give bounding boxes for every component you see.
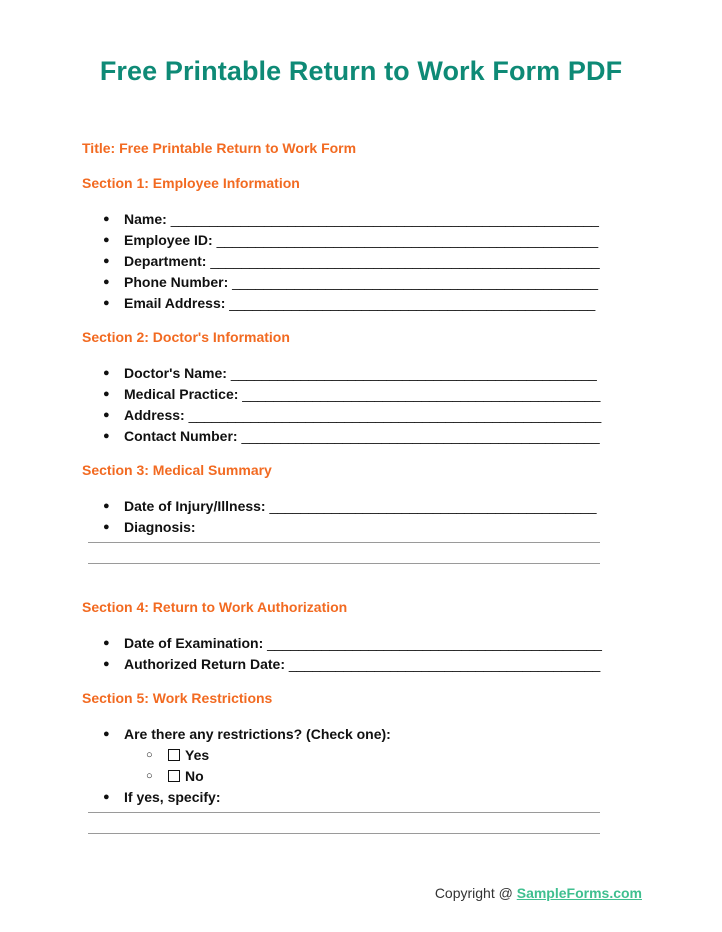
fill-line[interactable]: ___________________________________________	[267, 635, 602, 651]
field-phone-number[interactable]	[82, 272, 642, 293]
field-label: Date of Injury/Illness:	[124, 498, 266, 514]
form-body	[82, 139, 642, 868]
field-address[interactable]	[82, 405, 642, 426]
field-label: Authorized Return Date:	[124, 656, 285, 672]
field-label: If yes, specify:	[124, 789, 221, 805]
field-label: Employee ID:	[124, 232, 213, 248]
field-doctors-name[interactable]	[82, 363, 642, 384]
fill-line[interactable]: _______________________________________________	[232, 274, 599, 290]
field-label: Department:	[124, 253, 207, 269]
fill-line[interactable]: _______________________________________________	[229, 295, 596, 311]
field-label: Email Address:	[124, 295, 226, 311]
field-label: Phone Number:	[124, 274, 229, 290]
section-1-heading: Section 1: Employee Information	[82, 175, 300, 191]
field-authorized-return-date[interactable]	[82, 654, 642, 675]
section-3-heading: Section 3: Medical Summary	[82, 462, 272, 478]
field-date-of-injury[interactable]	[82, 496, 642, 517]
section-5-heading: Section 5: Work Restrictions	[82, 690, 273, 706]
option-no[interactable]	[124, 766, 642, 787]
field-diagnosis[interactable]	[82, 517, 642, 584]
field-medical-practice[interactable]	[82, 384, 642, 405]
page-title: Free Printable Return to Work Form PDF	[99, 56, 623, 86]
section-2-heading: Section 2: Doctor's Information	[82, 329, 290, 345]
fill-line[interactable]: _______________________________________________	[230, 365, 597, 381]
option-label: No	[185, 768, 204, 784]
fill-line[interactable]: ______________________________________________	[242, 386, 601, 402]
fill-line[interactable]: _______________________________________________________	[170, 211, 599, 227]
field-label: Date of Examination:	[124, 635, 264, 651]
doctor-info-list	[82, 363, 642, 447]
field-label: Contact Number:	[124, 428, 238, 444]
fill-line[interactable]: _________________________________________________	[216, 232, 599, 248]
employee-info-list	[82, 209, 642, 314]
fill-line[interactable]: ______________________________________________	[241, 428, 600, 444]
restrictions-question	[82, 724, 642, 787]
restriction-options	[124, 745, 642, 787]
write-line[interactable]	[88, 542, 600, 563]
checkbox-icon[interactable]	[168, 749, 180, 761]
option-yes[interactable]	[124, 745, 642, 766]
option-label: Yes	[185, 747, 210, 763]
fill-line[interactable]: __________________________________________________	[210, 253, 600, 269]
field-if-yes-specify[interactable]	[82, 787, 642, 854]
fill-line[interactable]: _____________________________________________________	[188, 407, 602, 423]
copyright-text: Copyright @	[434, 885, 517, 901]
question-label: Are there any restrictions? (Check one):	[124, 726, 391, 742]
field-employee-id[interactable]	[82, 230, 642, 251]
field-date-of-examination[interactable]	[82, 633, 642, 654]
section-4-heading: Section 4: Return to Work Authorization	[82, 599, 348, 615]
field-label: Name:	[124, 211, 167, 227]
field-contact-number[interactable]	[82, 426, 642, 447]
brand-link[interactable]: SampleForms.com	[516, 885, 642, 901]
copyright-footer	[435, 885, 642, 901]
write-line[interactable]	[88, 812, 600, 833]
work-restrictions-list	[82, 724, 642, 854]
checkbox-icon[interactable]	[168, 770, 180, 782]
write-line[interactable]	[88, 563, 600, 584]
fill-line[interactable]: __________________________________________	[269, 498, 597, 514]
field-label: Medical Practice:	[124, 386, 239, 402]
field-name[interactable]	[82, 209, 642, 230]
field-label: Diagnosis:	[124, 519, 196, 535]
diagnosis-lines[interactable]	[88, 542, 600, 584]
write-line[interactable]	[88, 833, 600, 854]
medical-summary-list	[82, 496, 642, 584]
return-authorization-list	[82, 633, 642, 675]
specify-lines[interactable]	[88, 812, 600, 854]
fill-line[interactable]: ________________________________________	[288, 656, 601, 672]
field-email-address[interactable]	[82, 293, 642, 314]
field-department[interactable]	[82, 251, 642, 272]
form-title: Title: Free Printable Return to Work Form	[82, 140, 357, 156]
field-label: Address:	[124, 407, 185, 423]
field-label: Doctor's Name:	[124, 365, 227, 381]
